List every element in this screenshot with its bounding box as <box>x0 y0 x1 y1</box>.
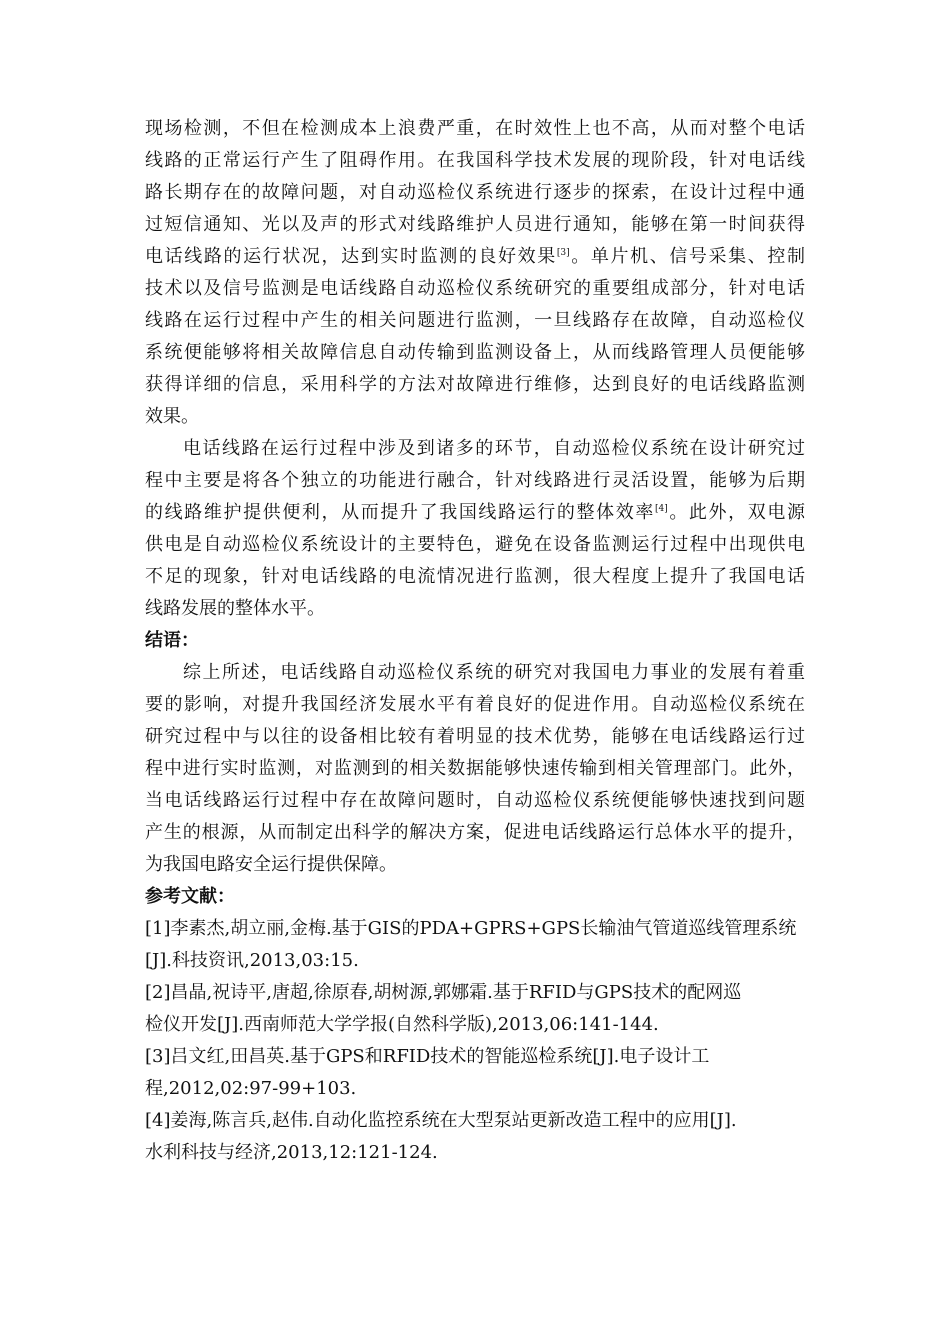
text-line: 系统便能够将相关故障信息自动传输到监测设备上，从而线路管理人员便能够 <box>145 342 805 363</box>
text-line <box>145 497 805 529</box>
body-paragraph-2 <box>145 433 805 625</box>
text-line: 产生的根源，从而制定出科学的解决方案，促进电话线路运行总体水平的提升， <box>145 822 805 843</box>
citation-3: [3] <box>556 248 570 258</box>
text-line: 供电是自动巡检仪系统设计的主要特色，避免在设备监测运行过程中出现供电 <box>145 534 805 555</box>
text-segment: 电话线路的运行状况，达到实时监测的良好效果 <box>145 246 557 267</box>
body-paragraph-1 <box>145 113 805 433</box>
reference-line: 检仪开发[J].西南师范大学学报(自然科学版),2013,06:141-144. <box>145 1014 659 1035</box>
text-line: 电话线路在运行过程中涉及到诸多的环节，自动巡检仪系统在设计研究过 <box>183 438 805 459</box>
document-page <box>145 113 805 1169</box>
text-line: 效果。 <box>145 406 199 427</box>
reference-line: [4]姜海,陈言兵,赵伟.自动化监控系统在大型泵站更新改造工程中的应用[J]. <box>145 1110 737 1131</box>
conclusion-heading: 结语： <box>145 630 199 651</box>
text-line: 路长期存在的故障问题，对自动巡检仪系统进行逐步的探索，在设计过程中通 <box>145 182 805 203</box>
reference-line: 水利科技与经济,2013,12:121-124. <box>145 1142 438 1163</box>
text-line: 线路的正常运行产生了阻碍作用。在我国科学技术发展的现阶段，针对电话线 <box>145 150 805 171</box>
text-line: 程中主要是将各个独立的功能进行融合，针对线路进行灵活设置，能够为后期 <box>145 470 805 491</box>
text-line: 现场检测，不但在检测成本上浪费严重，在时效性上也不高，从而对整个电话 <box>145 118 805 139</box>
citation-4: [4] <box>654 504 668 514</box>
conclusion-paragraph <box>145 657 805 881</box>
text-line: 综上所述，电话线路自动巡检仪系统的研究对我国电力事业的发展有着重 <box>183 662 805 683</box>
reference-line: [3]吕文红,田昌英.基于GPS和RFID技术的智能巡检系统[J].电子设计工 <box>145 1046 710 1067</box>
text-segment: 。此外，双电源 <box>667 502 805 523</box>
text-segment: 。单片机、信号采集、控制 <box>569 246 805 267</box>
references-heading: 参考文献： <box>145 886 235 907</box>
text-line: 不足的现象，针对电话线路的电流情况进行监测，很大程度上提升了我国电话 <box>145 566 805 587</box>
text-line: 线路发展的整体水平。 <box>145 598 325 619</box>
text-line: 当电话线路运行过程中存在故障问题时，自动巡检仪系统便能够快速找到问题 <box>145 790 805 811</box>
text-segment: 的线路维护提供便利，从而提升了我国线路运行的整体效率 <box>145 502 655 523</box>
reference-line: [1]李素杰,胡立丽,金梅.基于GIS的PDA+GPRS+GPS长输油气管道巡线管理系统 <box>145 918 797 939</box>
text-line: 获得详细的信息，采用科学的方法对故障进行维修，达到良好的电话线路监测 <box>145 374 805 395</box>
text-line: 为我国电路安全运行提供保障。 <box>145 854 397 875</box>
reference-line: [2]昌晶,祝诗平,唐超,徐原春,胡树源,郭娜霜.基于RFID与GPS技术的配网巡 <box>145 982 742 1003</box>
reference-line: 程,2012,02:97-99+103. <box>145 1078 357 1099</box>
reference-line: [J].科技资讯,2013,03:15. <box>145 950 359 971</box>
text-line: 线路在运行过程中产生的相关问题进行监测，一旦线路存在故障，自动巡检仪 <box>145 310 805 331</box>
text-line: 程中进行实时监测，对监测到的相关数据能够快速传输到相关管理部门。此外， <box>145 758 805 779</box>
text-line: 过短信通知、光以及声的形式对线路维护人员进行通知，能够在第一时间获得 <box>145 214 805 235</box>
text-line: 技术以及信号监测是电话线路自动巡检仪系统研究的重要组成部分，针对电话 <box>145 278 805 299</box>
reference-list <box>145 913 805 1169</box>
text-line: 研究过程中与以往的设备相比较有着明显的技术优势，能够在电话线路运行过 <box>145 726 805 747</box>
text-line <box>145 241 805 273</box>
text-line: 要的影响，对提升我国经济发展水平有着良好的促进作用。自动巡检仪系统在 <box>145 694 805 715</box>
